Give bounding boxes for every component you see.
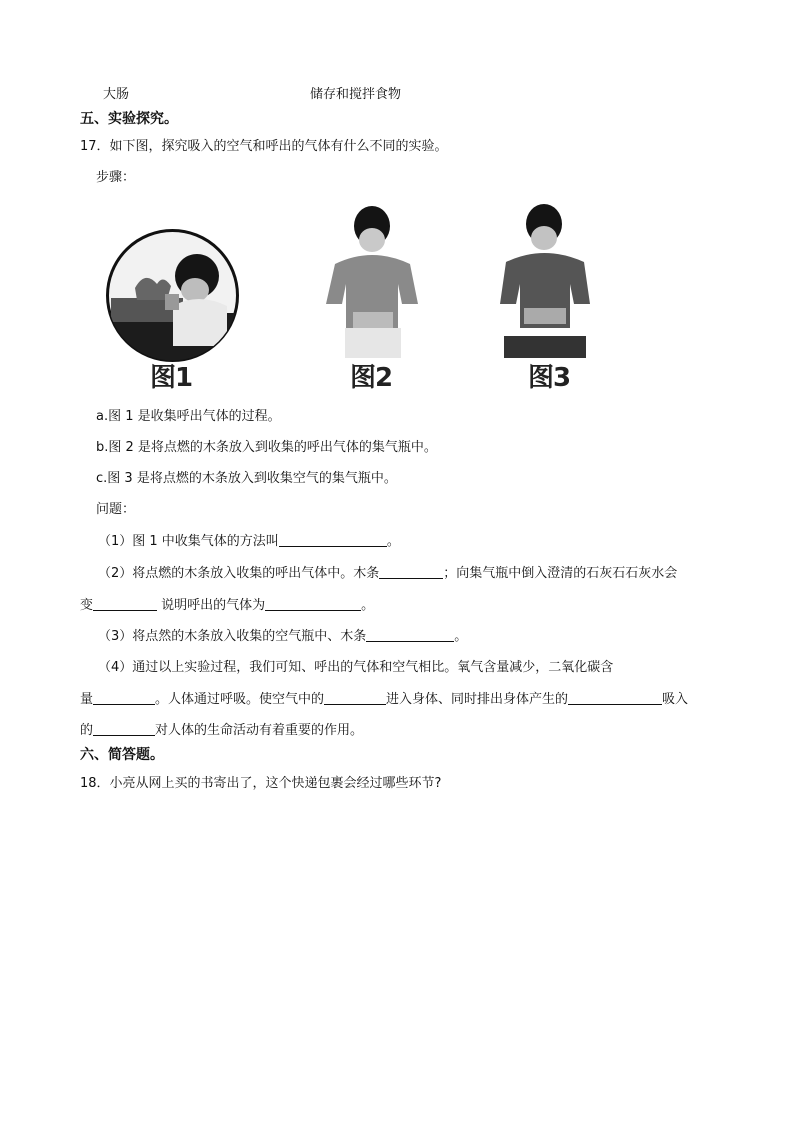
question-4-line1: （4）通过以上实验过程，我们可知、呼出的气体和空气相比。氧气含量减少，二氧化碳含 [98,660,614,675]
step-c: c.图 3 是将点燃的木条放入到收集空气的集气瓶中。 [96,471,397,486]
question-4-text-d: 进入身体、同时排出身体产生的 [386,692,569,707]
figure-2-caption: 图2 [350,363,393,393]
step-a: a.图 1 是收集呼出气体的过程。 [96,409,281,424]
question-4-line3 [80,719,363,738]
question-2-line1 [98,562,677,581]
figure-2-image [325,202,420,360]
question-3 [98,625,467,644]
organ-function: 储存和搅拌食物 [310,87,402,102]
question-2-text: （2）将点燃的木条放入收集的呼出气体中。木条 [98,566,380,581]
steps-label: 步骤： [96,170,136,185]
answer-blank[interactable] [324,690,386,705]
question-3-end: 。 [454,629,468,644]
question-2-text-c: 变 [80,598,94,613]
question-stem: 18．小亮从网上买的书寄出了，这个快递包裹会经过哪些环节? [80,776,442,791]
question-4-line2 [80,688,688,707]
question-4-text-b: 量 [80,692,94,707]
question-2-line2 [80,594,374,613]
question-2-text-d: 说明呼出的气体为 [157,598,266,613]
answer-blank[interactable] [379,564,443,579]
figure-3-caption: 图3 [528,363,571,393]
questions-label: 问题： [96,502,136,517]
answer-blank[interactable] [366,627,454,642]
answer-blank[interactable] [93,690,155,705]
step-b: b.图 2 是将点燃的木条放入到收集的呼出气体的集气瓶中。 [96,440,437,455]
question-1 [98,530,400,549]
question-4-text-f: 的 [80,723,94,738]
question-1-end: 。 [386,534,400,549]
section-heading: 五、实验探究。 [80,111,178,127]
answer-blank[interactable] [568,690,662,705]
answer-blank[interactable] [265,596,361,611]
question-4-text-e: 吸入 [662,692,689,707]
answer-blank[interactable] [93,596,157,611]
answer-blank[interactable] [93,721,155,736]
question-2-text-b: ；向集气瓶中倒入澄清的石灰石石灰水会 [443,566,678,581]
question-4-text-c: 。人体通过呼吸。使空气中的 [155,692,325,707]
question-1-text: （1）图 1 中收集气体的方法叫 [98,534,279,549]
section-heading: 六、简答题。 [80,747,164,763]
answer-blank[interactable] [279,532,387,547]
organ-name: 大肠 [103,87,130,102]
figure-1-image [105,228,240,363]
figure-1-caption: 图1 [150,363,193,393]
question-2-end: 。 [361,598,375,613]
figure-3-image [500,200,590,360]
question-4-text-g: 对人体的生命活动有着重要的作用。 [155,723,364,738]
question-3-text: （3）将点然的木条放入收集的空气瓶中、木条 [98,629,367,644]
question-stem: 17．如下图，探究吸入的空气和呼出的气体有什么不同的实验。 [80,139,448,154]
